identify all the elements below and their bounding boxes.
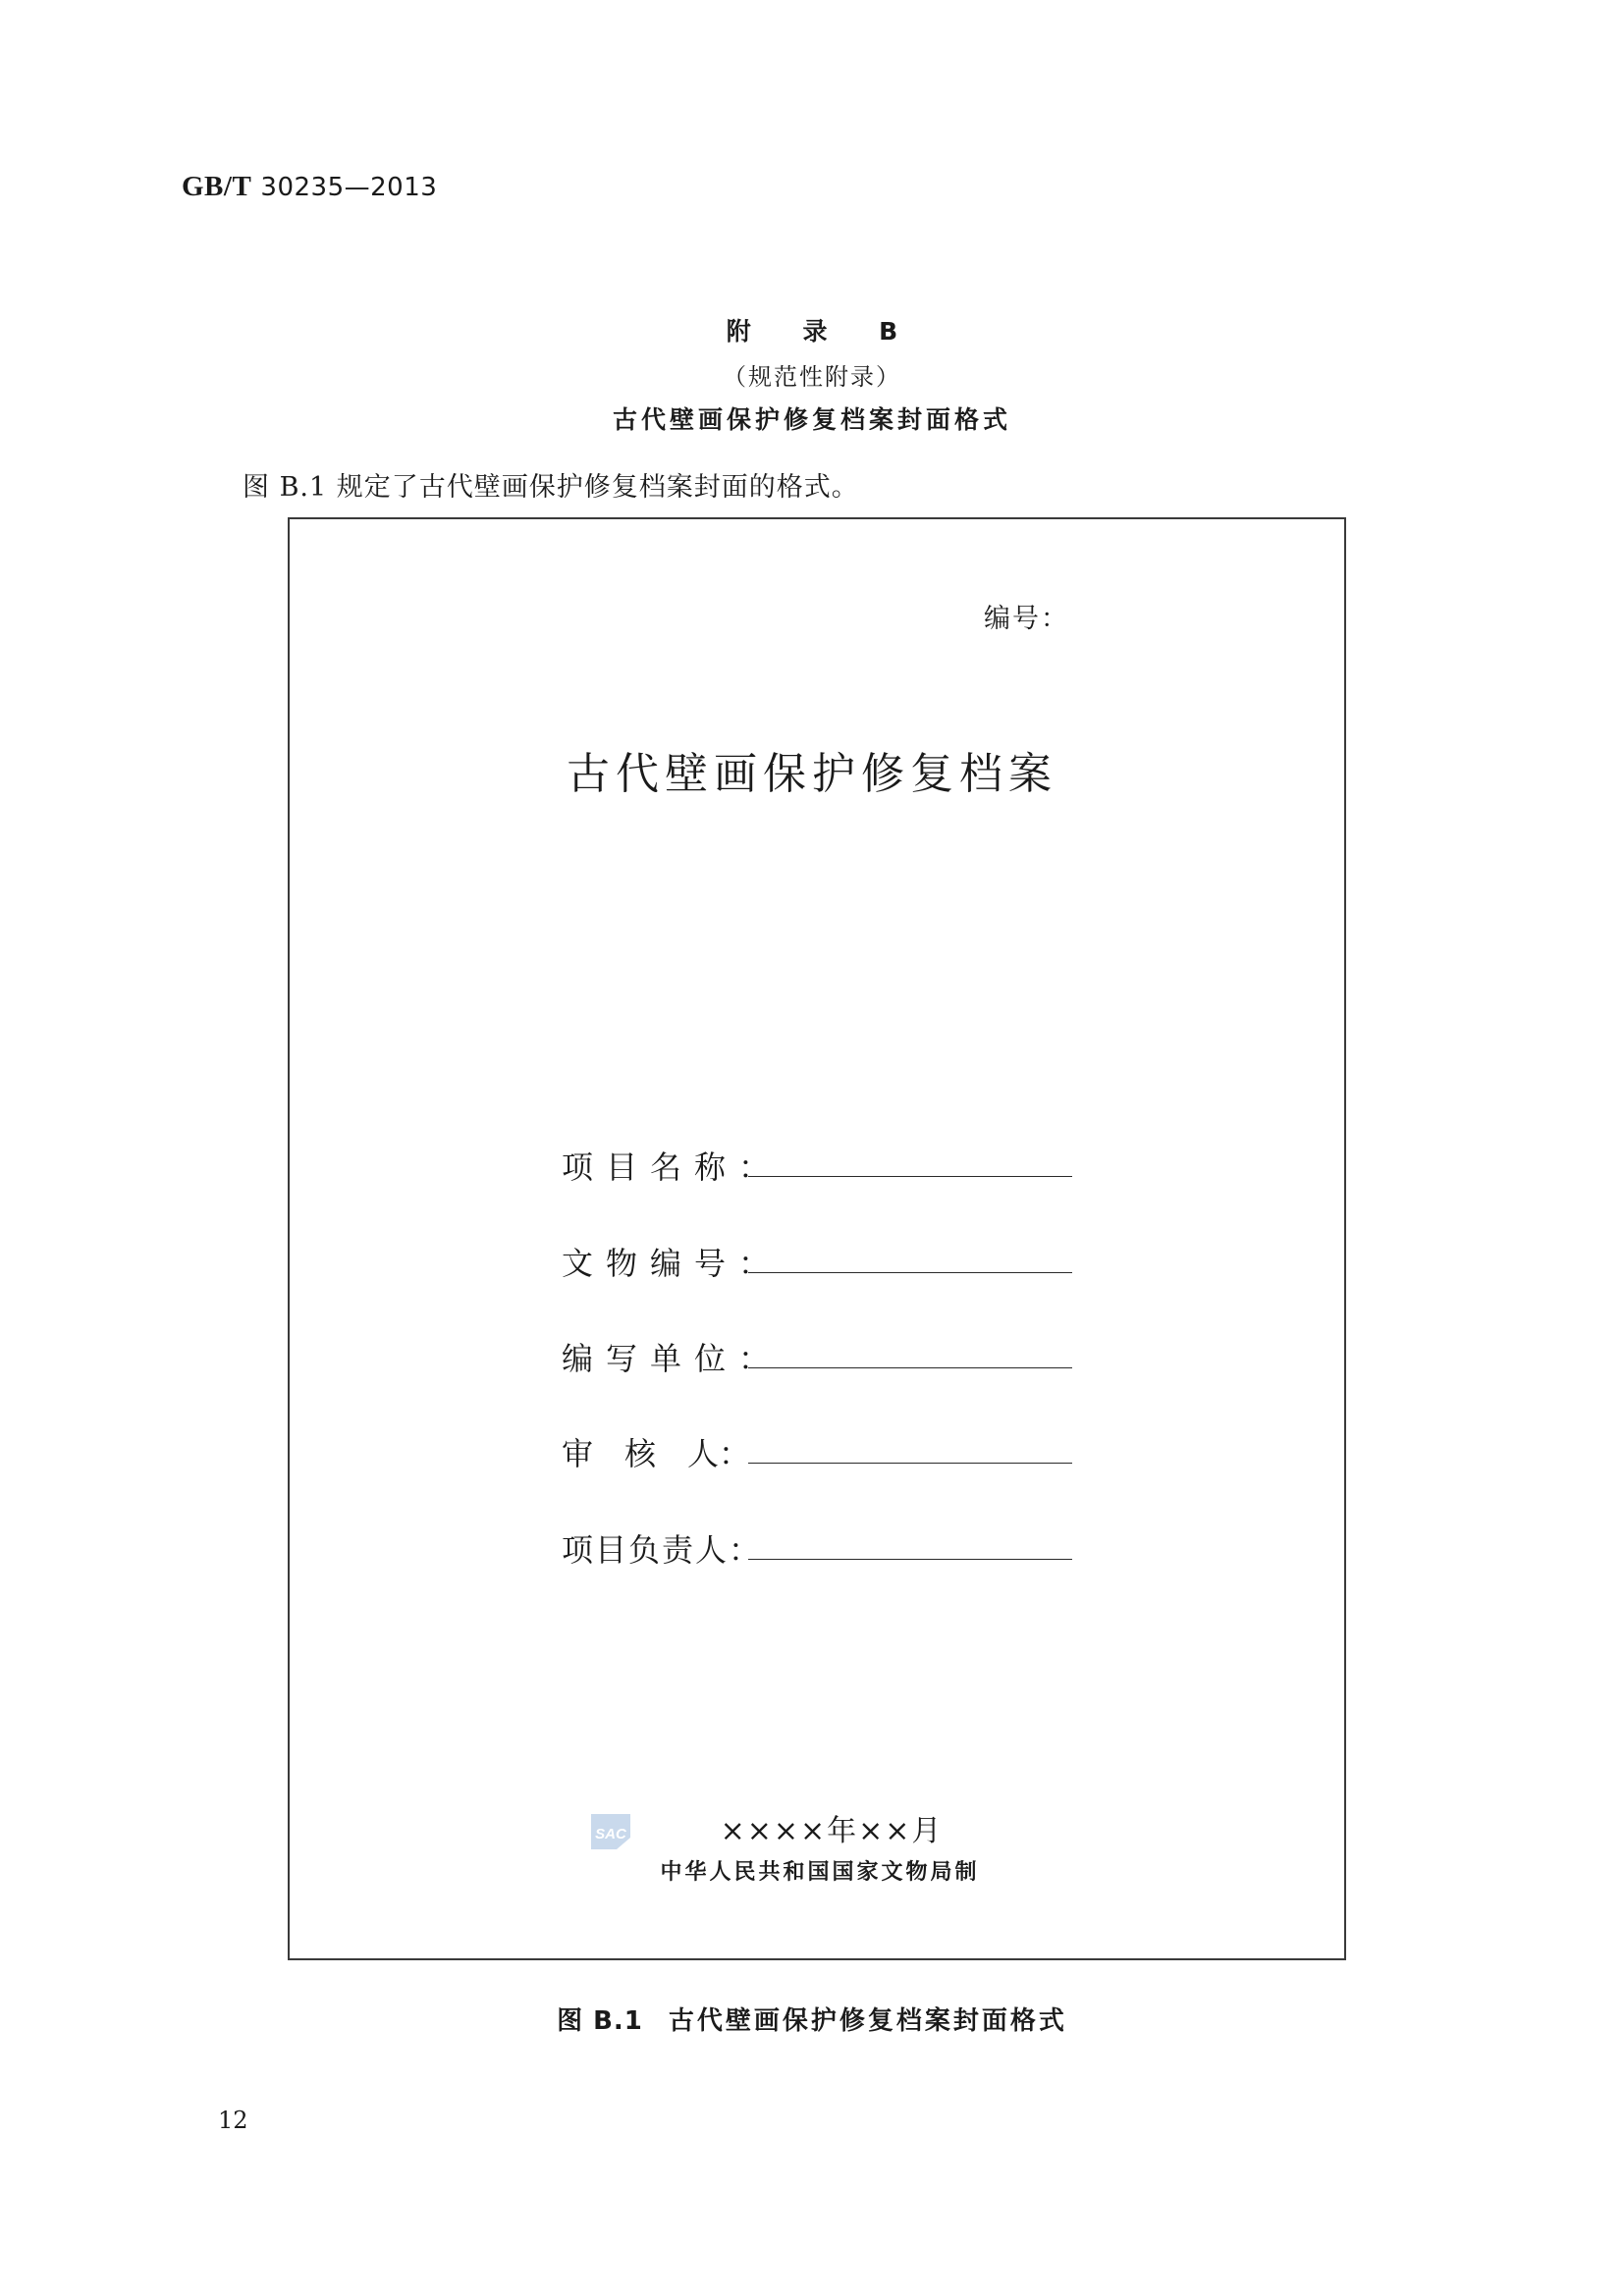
standard-number: 30235—2013 xyxy=(260,173,438,202)
field-underline xyxy=(748,1463,1072,1464)
field-underline xyxy=(748,1367,1072,1368)
appendix-subtitle: （规范性附录） xyxy=(723,363,901,391)
field-label: 编写单位： xyxy=(562,1340,784,1377)
page-number: 12 xyxy=(218,2107,248,2134)
figure-title: 古代壁画保护修复档案封面格式 xyxy=(668,2006,1067,2036)
field-compiling-unit xyxy=(562,1334,1072,1377)
figure-caption xyxy=(0,2001,1624,2037)
date-placeholder: ××××年××月 xyxy=(720,1814,944,1848)
appendix-heading: 古代壁画保护修复档案封面格式 xyxy=(612,405,1011,434)
field-label: 项目名称： xyxy=(562,1148,784,1186)
appendix-title: 附 录 B xyxy=(726,317,920,346)
issuer-name: 中华人民共和国国家文物局制 xyxy=(660,1860,980,1885)
field-relic-number xyxy=(562,1239,1072,1282)
field-label: 项目负责人： xyxy=(562,1531,763,1569)
standard-code xyxy=(182,171,437,203)
field-project-leader xyxy=(562,1525,1072,1569)
cover-title: 古代壁画保护修复档案 xyxy=(567,749,1057,799)
figure-number: 图 B.1 xyxy=(557,2006,643,2036)
standard-prefix: GB/T xyxy=(182,171,252,202)
field-underline xyxy=(748,1559,1072,1560)
field-underline xyxy=(748,1176,1072,1177)
serial-number-label: 编号： xyxy=(984,604,1069,634)
field-project-name xyxy=(562,1143,1072,1186)
field-underline xyxy=(748,1272,1072,1273)
field-label: 文物编号： xyxy=(562,1245,784,1282)
field-label: 审 核 人： xyxy=(562,1435,751,1472)
intro-paragraph: 图 B.1 规定了古代壁画保护修复档案封面的格式。 xyxy=(243,472,859,503)
field-reviewer xyxy=(562,1429,1072,1472)
sac-logo-text: SAC xyxy=(595,1826,626,1842)
